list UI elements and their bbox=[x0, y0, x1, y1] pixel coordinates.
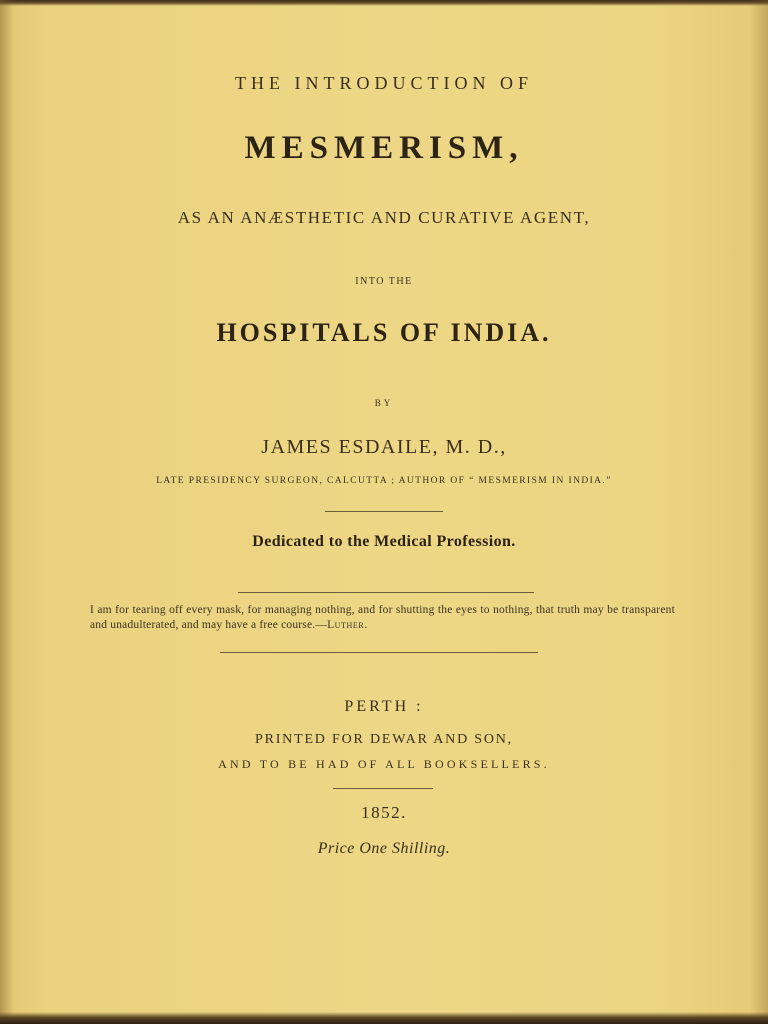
divider-rule-4 bbox=[333, 788, 433, 789]
place-of-publication: PERTH : bbox=[344, 698, 424, 715]
by-text: BY bbox=[374, 398, 394, 408]
author-credentials: LATE PRESIDENCY SURGEON, CALCUTTA ; AUTHOR OF “ MESMERISM IN INDIA.” bbox=[156, 476, 612, 486]
epigraph bbox=[90, 603, 675, 633]
heading-line: THE INTRODUCTION OF bbox=[235, 73, 533, 93]
divider-rule-2 bbox=[238, 592, 534, 593]
main-title: MESMERISM, bbox=[244, 130, 524, 166]
epigraph-attribution: Luther. bbox=[327, 619, 368, 631]
price: Price One Shilling. bbox=[317, 840, 451, 857]
into-the-text: INTO THE bbox=[355, 276, 413, 287]
page-top-edge bbox=[0, 0, 768, 6]
dedication: Dedicated to the Medical Profession. bbox=[252, 533, 516, 550]
publication-year: 1852. bbox=[361, 803, 407, 822]
printed-for: PRINTED FOR DEWAR AND SON, bbox=[255, 732, 513, 747]
sold-by: AND TO BE HAD OF ALL BOOKSELLERS. bbox=[218, 757, 550, 771]
page-bottom-edge bbox=[0, 1012, 768, 1024]
epigraph-text: I am for tearing off every mask, for managing nothing, and for shutting the eyes to nothing, that truth may be transparent and unadulterated, and may have a free course.— bbox=[90, 604, 675, 631]
subtitle: AS AN ANÆSTHETIC AND CURATIVE AGENT, bbox=[177, 208, 591, 227]
divider-rule-3 bbox=[220, 652, 538, 653]
author-name: JAMES ESDAILE, M. D., bbox=[261, 436, 507, 458]
hospitals-title: HOSPITALS OF INDIA. bbox=[216, 318, 552, 347]
divider-rule-1 bbox=[325, 511, 443, 512]
